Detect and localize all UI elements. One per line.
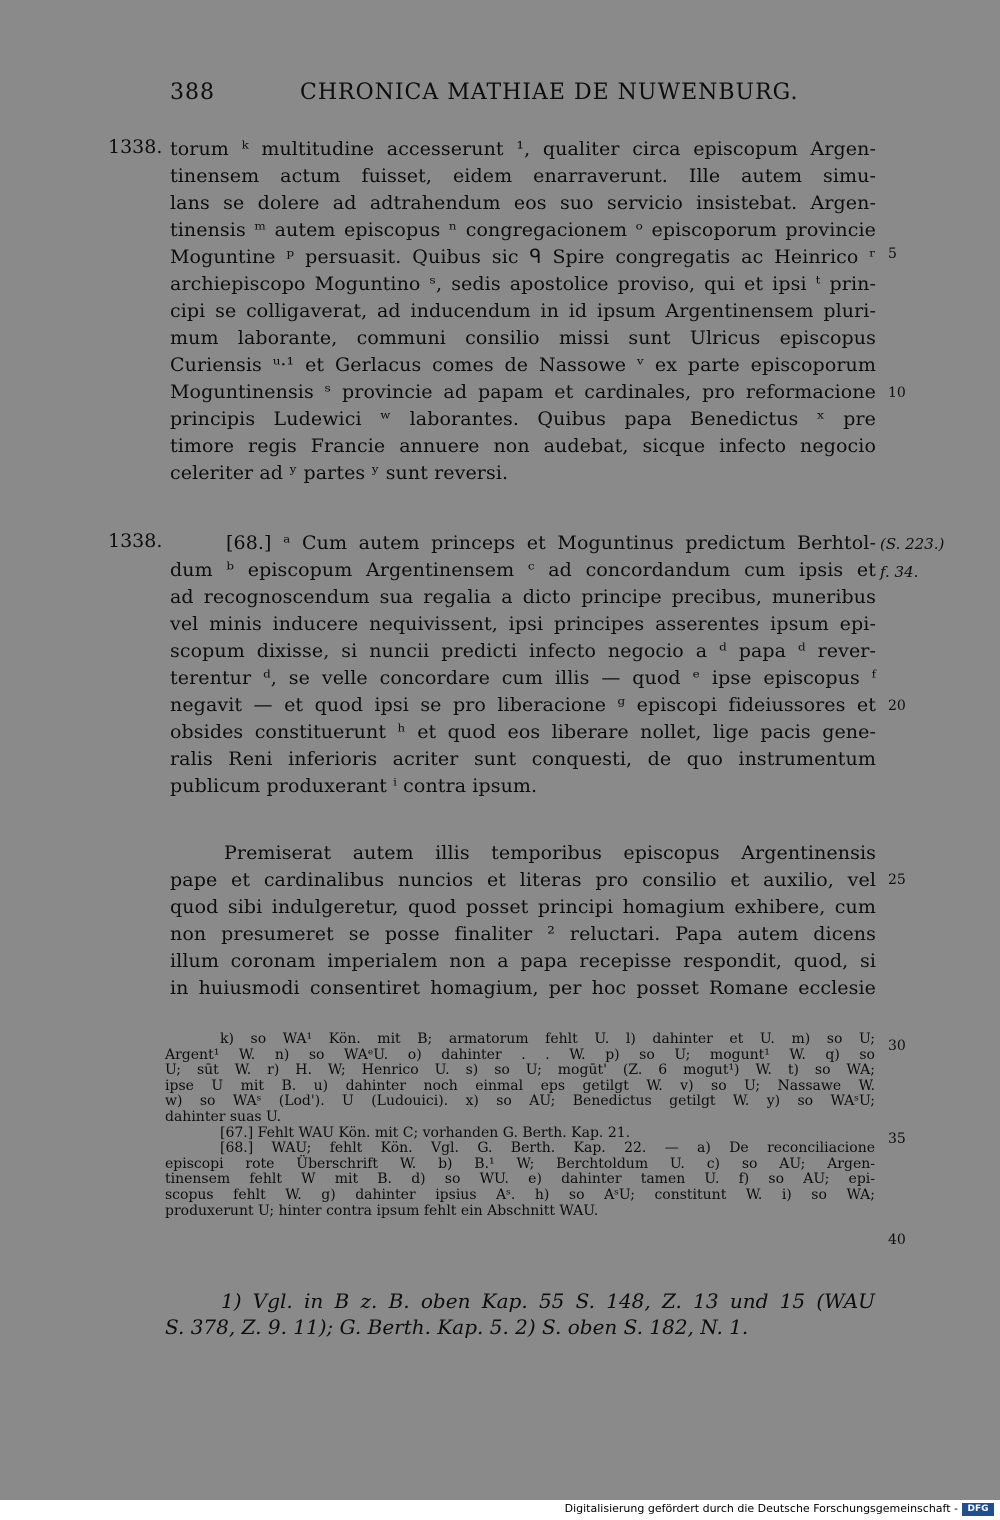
footnote-line: [67.] Fehlt WAU Kön. mit C; vorhanden G. Berth. Kap. 21.	[220, 1124, 631, 1141]
text-line: terentur ᵈ, se velle concordare cum illis — quod ᵉ ipse episcopus ᶠ	[170, 667, 876, 689]
text-line: illum coronam imperialem non a papa recepisse respondit, quod, si	[170, 950, 876, 972]
text-line: tinensis ᵐ autem episcopus ⁿ congregacionem ᵒ episcoporum provincie	[170, 219, 876, 241]
text-line: pape et cardinalibus nuncios et literas pro consilio et auxilio, vel	[170, 869, 876, 891]
text-line: Premiserat autem illis temporibus episcopus Argentinensis	[224, 842, 876, 864]
footnote-line: tinensem fehlt W mit B. d) so WU. e) dahinter tamen U. f) so AU; epi-	[165, 1171, 875, 1188]
text-line: torum ᵏ multitudine accesserunt ¹, qualiter circa episcopum Argen-	[170, 138, 876, 160]
line-number: 10	[888, 385, 906, 401]
footnote-line: scopus fehlt W. g) dahinter ipsius Aˢ. h) so AˢU; constitunt W. i) so WA;	[165, 1186, 875, 1203]
text-line: Curiensis ᵘ·¹ et Gerlacus comes de Nassowe ᵛ ex parte episcoporum	[170, 354, 876, 376]
margin-reference: (S. 223.)	[880, 535, 945, 553]
margin-reference: f. 34.	[880, 563, 919, 581]
text-line: dum ᵇ episcopum Argentinensem ᶜ ad concordandum cum ipsis et	[170, 559, 876, 581]
footnote-line: ipse U mit B. u) dahinter noch einmal eps getilgt W. v) so U; Nassawe W.	[165, 1077, 875, 1094]
text-line: publicum produxerant ⁱ contra ipsum.	[170, 775, 538, 797]
text-line: Moguntine ᵖ persuasit. Quibus sic ᑫ Spire congregatis ac Heinrico ʳ	[170, 246, 876, 268]
paragraph-2	[170, 530, 876, 800]
paragraph-3	[170, 840, 876, 1002]
year-marker: 1338.	[108, 530, 163, 552]
text-line: archiepiscopo Moguntino ˢ, sedis apostolice proviso, qui et ipsi ᵗ prin-	[170, 273, 876, 295]
page-header	[170, 80, 870, 110]
footer-banner	[0, 1500, 1000, 1520]
text-line: celeriter ad ʸ partes ʸ sunt reversi.	[170, 462, 509, 484]
line-number: 35	[888, 1131, 906, 1147]
line-number: 40	[888, 1232, 906, 1248]
note-line: 1) Vgl. in B z. B. oben Kap. 55 S. 148, Z. 13 und 15 (WAU	[221, 1289, 875, 1313]
text-line: timore regis Francie annuere non audebat, sicque infecto negocio	[170, 435, 876, 457]
text-line: ralis Reni inferioris acriter sunt conquesti, de quo instrumentum	[170, 748, 876, 770]
page-number: 388	[170, 80, 215, 105]
text-line: scopum dixisse, si nuncii predicti infecto negocio a ᵈ papa ᵈ rever-	[170, 640, 876, 662]
note-line: S. 378, Z. 9. 11); G. Berth. Kap. 5. 2) S. oben S. 182, N. 1.	[165, 1315, 749, 1339]
text-line: [68.] ᵃ Cum autem princeps et Moguntinus predictum Berhtol-	[226, 532, 876, 554]
text-line: obsides constituerunt ʰ et quod eos liberare nollet, lige pacis gene-	[170, 721, 876, 743]
text-line: Moguntinensis ˢ provincie ad papam et cardinales, pro reformacione	[170, 381, 876, 403]
line-number: 25	[888, 872, 906, 888]
text-line: principis Ludewici ʷ laborantes. Quibus papa Benedictus ˣ pre	[170, 408, 876, 430]
text-line: non presumeret se posse finaliter ² reluctari. Papa autem dicens	[170, 923, 876, 945]
text-line: cipi se colligaverat, ad inducendum in id ipsum Argentinensem pluri-	[170, 300, 876, 322]
footnote-line: [68.] WAU; fehlt Kön. Vgl. G. Berth. Kap. 22. — a) De reconciliacione	[220, 1140, 875, 1157]
text-line: lans se dolere ad adtrahendum eos suo servicio insistebat. Argen-	[170, 192, 876, 214]
year-marker: 1338.	[108, 136, 163, 158]
text-line: negavit — et quod ipsi se pro liberacione ᵍ episcopi fideiussores et	[170, 694, 876, 716]
footnote-line: w) so WAˢ (Lod'). U (Ludouici). x) so AU; Benedictus getilgt W. y) so WAˢU;	[165, 1093, 875, 1110]
text-line: tinensem actum fuisset, eidem enarraverunt. Ille autem simu-	[170, 165, 876, 187]
footnote-line: dahinter suas U.	[165, 1108, 282, 1125]
text-line: vel minis inducere nequivissent, ipsi principes asserentes ipsum epi-	[170, 613, 876, 635]
paragraph-1	[170, 136, 876, 487]
footnote-line: Argent¹ W. n) so WAᵉU. o) dahinter . . W. p) so U; mogunt¹ W. q) so	[165, 1046, 875, 1063]
footnote-line: produxerunt U; hinter contra ipsum fehlt ein Abschnitt WAU.	[165, 1202, 599, 1219]
dfg-logo: DFG	[962, 1503, 994, 1516]
line-number: 30	[888, 1038, 906, 1054]
line-number: 5	[888, 246, 897, 262]
line-number: 20	[888, 698, 906, 714]
text-line: ad recognoscendum sua regalia a dicto principe precibus, muneribus	[170, 586, 876, 608]
footnote-line: episcopi rote Überschrift W. b) B.¹ W; Berchtoldum U. c) so AU; Argen-	[165, 1155, 875, 1172]
text-line: quod sibi indulgeretur, quod posset principi homagium exhibere, cum	[170, 896, 876, 918]
editorial-notes	[165, 1288, 875, 1340]
text-line: in huiusmodi consentiret homagium, per hoc posset Romane ecclesie	[170, 977, 876, 999]
footnotes	[165, 1032, 875, 1219]
text-line: mum laborante, communi consilio missi sunt Ulricus episcopus	[170, 327, 876, 349]
footnote-line: U; sūt W. r) H. W; Henrico U. s) so U; mogūt' (Z. 6 mogut¹) W. t) so WA;	[165, 1062, 875, 1079]
running-title: CHRONICA MATHIAE DE NUWENBURG.	[300, 80, 799, 105]
footnote-line: k) so WA¹ Kön. mit B; armatorum fehlt U. l) dahinter et U. m) so U;	[220, 1031, 875, 1047]
footer-credit: Digitalisierung gefördert durch die Deutsche Forschungsgemeinschaft -	[564, 1502, 958, 1515]
